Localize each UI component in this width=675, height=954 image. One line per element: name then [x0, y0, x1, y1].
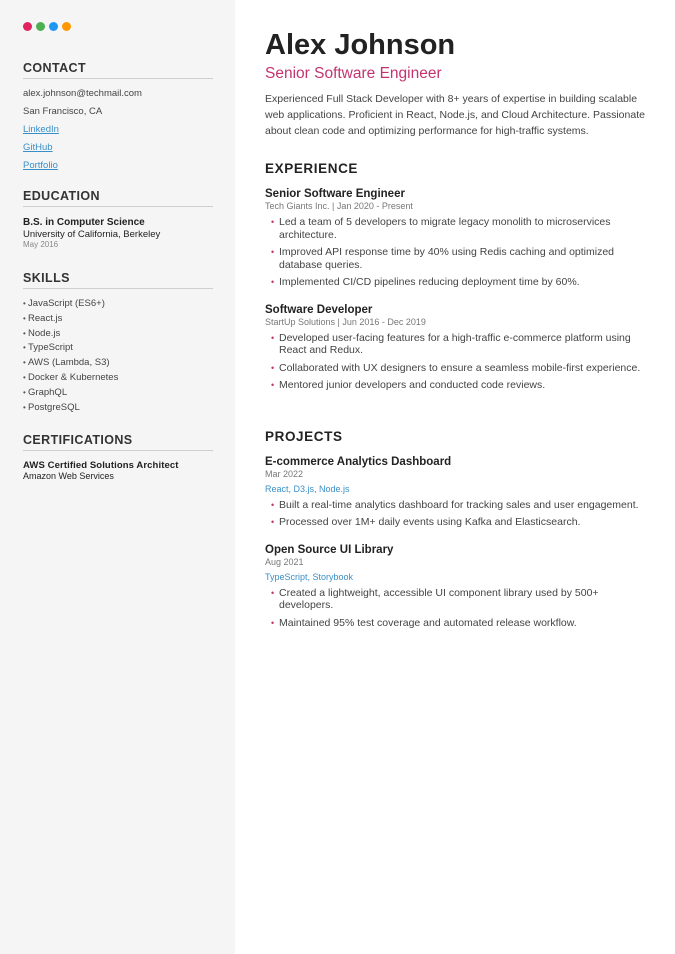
project-date: Aug 2021 [265, 556, 304, 567]
job-title: Software Developer [265, 303, 373, 316]
skills-list [23, 297, 213, 415]
project-entry [265, 455, 655, 529]
experience-entry [265, 187, 655, 289]
bullet-item: • Collaborated with UX designers to ensure a seamless mobile-first experience. [271, 362, 653, 375]
skills-section [23, 271, 213, 415]
contact-heading: CONTACT [23, 61, 213, 79]
project-title: E-commerce Analytics Dashboard [265, 455, 452, 468]
skill-item: • React.js [23, 312, 213, 327]
skill-item: • JavaScript (ES6+) [23, 297, 213, 312]
projects-heading: PROJECTS [265, 428, 343, 444]
contact-section [23, 61, 213, 177]
bullet-item: • Mentored junior developers and conducted code reviews. [271, 379, 653, 392]
project-title: Open Source UI Library [265, 543, 394, 556]
dot-orange-icon [62, 22, 71, 31]
bullet-item: • Maintained 95% test coverage and automated release workflow. [271, 617, 653, 630]
skills-heading: SKILLS [23, 271, 213, 289]
skill-item: • Node.js [23, 327, 213, 342]
sidebar [0, 0, 235, 954]
project-entry [265, 543, 655, 630]
dot-green-icon [36, 22, 45, 31]
bullet-item: • Processed over 1M+ daily events using Kafka and Elasticsearch. [271, 516, 653, 529]
job-title: Senior Software Engineer [265, 188, 405, 200]
dot-blue-icon [49, 22, 58, 31]
contact-email: alex.johnson@techmail.com [23, 88, 142, 99]
summary: Experienced Full Stack Developer with 8+ years of expertise in building scalable web applications. Proficient in React, Node.js, and Cloud Architecture. Passionate about clean code and optimizing performance for high-traffic systems. [265, 93, 645, 137]
bullet-item: • Developed user-facing features for a high-traffic e-commerce platform using React and Redux. [271, 332, 653, 357]
education-heading: EDUCATION [23, 189, 213, 207]
education-section [23, 189, 213, 250]
bullet-item: • Led a team of 5 developers to migrate legacy monolith to microservices architecture. [271, 216, 653, 241]
bullet-item: • Built a real-time analytics dashboard for tracking sales and user engagement. [271, 499, 653, 512]
skill-item: • AWS (Lambda, S3) [23, 356, 213, 371]
project-tech: TypeScript, Storybook [265, 571, 354, 582]
bullet-item: • Implemented CI/CD pipelines reducing deployment time by 60%. [271, 276, 653, 289]
dot-red-icon [23, 22, 32, 31]
main-content [265, 28, 655, 634]
skill-item: • GraphQL [23, 386, 213, 401]
project-date: Mar 2022 [265, 468, 304, 479]
certifications-section [23, 433, 213, 482]
candidate-name: Alex Johnson [265, 29, 456, 61]
color-dots [23, 22, 213, 32]
skill-item: • PostgreSQL [23, 401, 213, 416]
education-date: May 2016 [23, 240, 59, 249]
experience-heading: EXPERIENCE [265, 161, 359, 176]
project-tech: React, D3.js, Node.js [265, 483, 350, 494]
job-meta: Tech Giants Inc. | Jan 2020 - Present [265, 201, 413, 211]
bullet-item: • Created a lightweight, accessible UI component library used by 500+ developers. [271, 587, 653, 612]
bullet-item: • Improved API response time by 40% using Redis caching and optimized database queries. [271, 246, 653, 271]
certifications-heading: CERTIFICATIONS [23, 433, 213, 451]
candidate-title: Senior Software Engineer [265, 65, 442, 82]
linkedin-link[interactable]: LinkedIn [23, 124, 59, 135]
skill-item: • TypeScript [23, 341, 213, 356]
education-school: University of California, Berkeley [23, 229, 161, 240]
skill-item: • Docker & Kubernetes [23, 371, 213, 386]
certification-name: AWS Certified Solutions Architect [23, 460, 179, 472]
contact-location: San Francisco, CA [23, 106, 103, 117]
github-link[interactable]: GitHub [23, 142, 53, 153]
experience-entry [265, 303, 655, 392]
certification-org: Amazon Web Services [23, 471, 114, 482]
portfolio-link[interactable]: Portfolio [23, 160, 58, 171]
education-degree: B.S. in Computer Science [23, 217, 145, 228]
job-meta: StartUp Solutions | Jun 2016 - Dec 2019 [265, 316, 426, 327]
